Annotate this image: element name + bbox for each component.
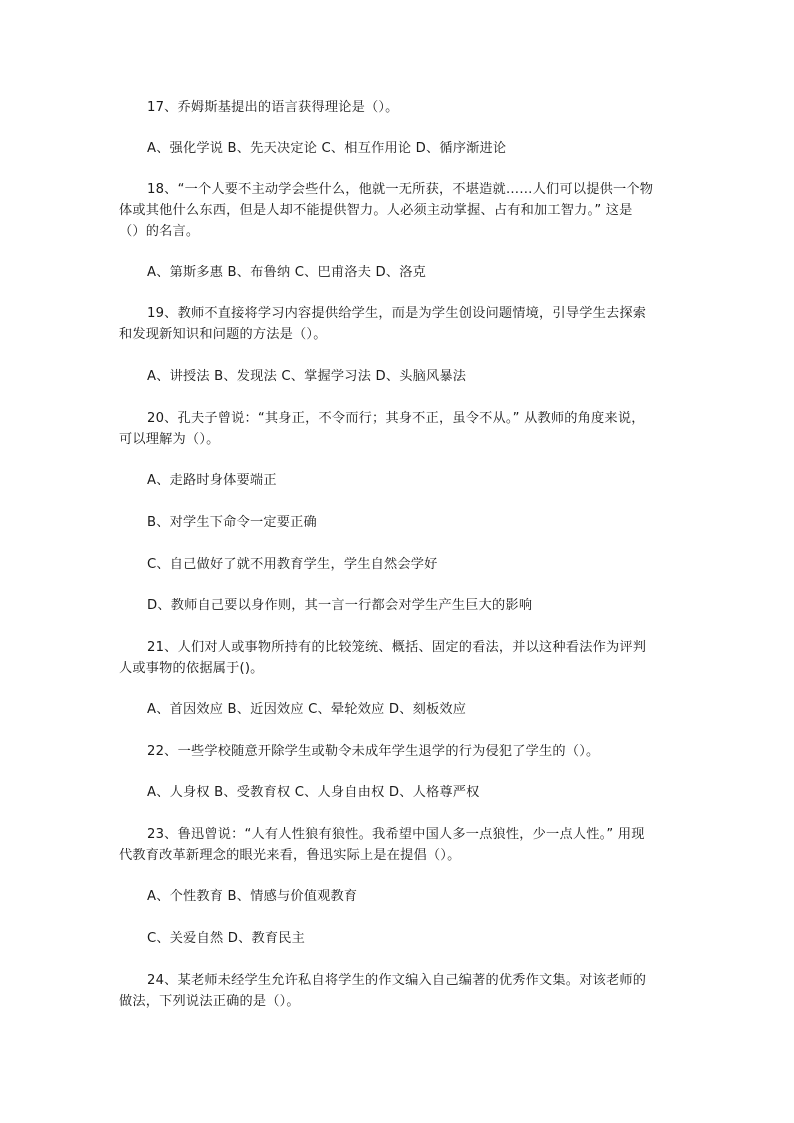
question-23-options-line-1: A、个性教育 B、情感与价值观教育 [147, 889, 358, 904]
question-22-stem: 22、一些学校随意开除学生或勒令未成年学生退学的行为侵犯了学生的（）。 [147, 744, 600, 759]
question-18-stem-line-3: （）的名言。 [119, 224, 200, 239]
question-23-stem-line-1: 23、鲁迅曾说：“人有人性狼有狼性。我希望中国人多一点狼性，少一点人性。” 用现 [147, 827, 645, 842]
question-20-option-c: C、自己做好了就不用教育学生，学生自然会学好 [147, 557, 438, 572]
question-18-stem-line-1: 18、“一个人要不主动学会些什么，他就一无所获，不堪造就……人们可以提供一个物 [147, 182, 654, 197]
question-20-stem-line-1: 20、孔夫子曾说：“其身正，不令而行；其身不正，虽令不从。” 从教师的角度来说， [147, 411, 645, 426]
question-19-stem-line-2: 和发现新知识和问题的方法是（）。 [119, 327, 327, 342]
question-21-stem-line-1: 21、人们对人或事物所持有的比较笼统、概括、固定的看法，并以这种看法作为评判 [147, 640, 647, 655]
question-21-options: A、首因效应 B、近因效应 C、晕轮效应 D、刻板效应 [147, 702, 467, 717]
question-24-stem-line-2: 做法，下列说法正确的是（）。 [119, 994, 300, 1009]
question-23-stem-line-2: 代教育改革新理念的眼光来看，鲁迅实际上是在提倡（）。 [119, 848, 461, 863]
question-20-option-a: A、走路时身体要端正 [147, 473, 277, 488]
question-20-option-d: D、教师自己要以身作则，其一言一行都会对学生产生巨大的影响 [147, 598, 533, 613]
question-19-stem-line-1: 19、教师不直接将学习内容提供给学生，而是为学生创设问题情境，引导学生去探索 [147, 306, 647, 321]
question-21-stem-line-2: 人或事物的依据属于()。 [119, 661, 264, 676]
question-23-options-line-2: C、关爱自然 D、教育民主 [147, 931, 306, 946]
question-17-stem: 17、乔姆斯基提出的语言获得理论是（）。 [147, 100, 399, 115]
question-17-options: A、强化学说 B、先天决定论 C、相互作用论 D、循序渐进论 [147, 141, 507, 156]
question-18-stem-line-2: 体或其他什么东西，但是人却不能提供智力。人必须主动掌握、占有和加工智力。” 这是 [119, 203, 633, 218]
question-24-stem-line-1: 24、某老师未经学生允许私自将学生的作文编入自己编著的优秀作文集。对该老师的 [147, 973, 647, 988]
question-19-options: A、讲授法 B、发现法 C、掌握学习法 D、头脑风暴法 [147, 369, 467, 384]
question-20-stem-line-2: 可以理解为（）。 [119, 432, 220, 447]
question-18-options: A、第斯多惠 B、布鲁纳 C、巴甫洛夫 D、洛克 [147, 265, 426, 280]
question-20-option-b: B、对学生下命令一定要正确 [147, 515, 317, 530]
question-22-options: A、人身权 B、受教育权 C、人身自由权 D、人格尊严权 [147, 785, 480, 800]
